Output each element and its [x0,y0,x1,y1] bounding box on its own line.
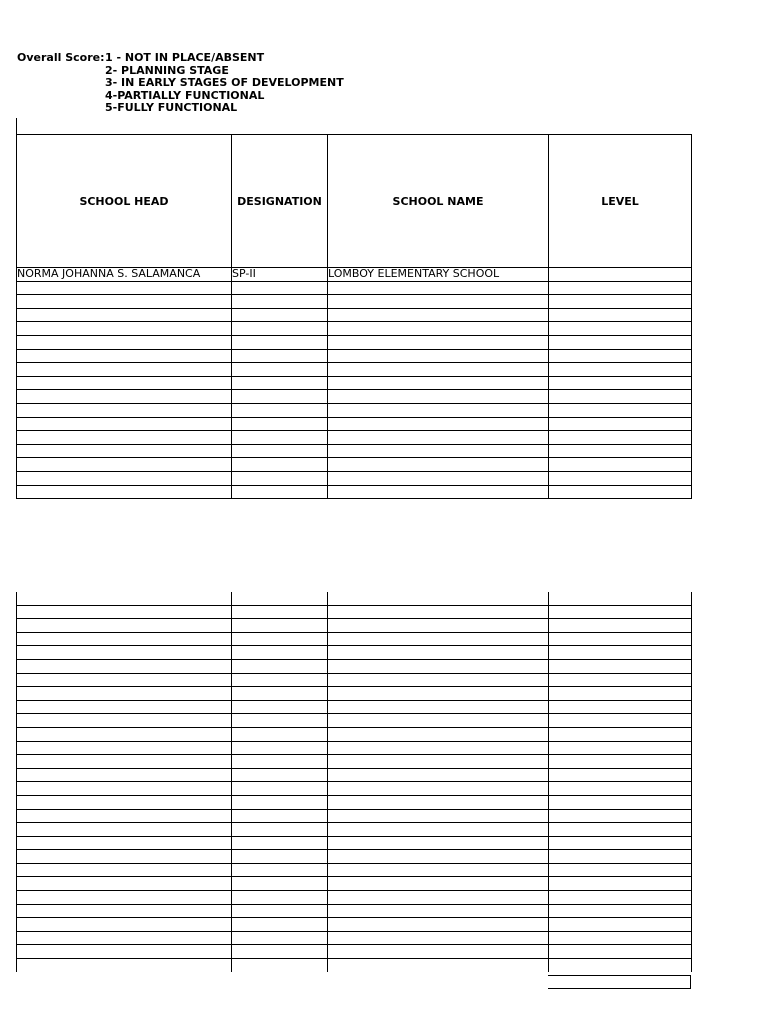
table-cell[interactable] [17,444,232,458]
table-cell[interactable] [549,458,692,472]
table-cell[interactable] [232,795,328,809]
table-row [17,471,692,485]
table-row [17,891,692,905]
table-cell[interactable] [17,904,232,918]
table-cell[interactable] [549,891,692,905]
table-row [17,673,692,687]
table-row [17,687,692,701]
table-cell[interactable] [328,741,549,755]
table-cell[interactable] [549,632,692,646]
table-row [17,619,692,633]
table-row [17,390,692,404]
table-cell[interactable] [232,458,328,472]
table-row [17,795,692,809]
table-cell[interactable] [232,877,328,891]
table-cell[interactable] [232,714,328,728]
table-cell[interactable] [328,755,549,769]
table-cell[interactable] [328,673,549,687]
table-row [17,959,692,972]
table-cell[interactable] [232,755,328,769]
cell-divider [16,118,17,135]
table-cell[interactable] [232,727,328,741]
table-cell[interactable] [328,431,549,445]
table-row [17,918,692,932]
table-cell[interactable] [549,335,692,349]
table-cell[interactable] [232,782,328,796]
table-row [17,727,692,741]
table-cell[interactable] [549,308,692,322]
table-cell[interactable] [17,659,232,673]
table-cell[interactable] [328,281,549,295]
table-cell[interactable] [328,403,549,417]
table-cell[interactable] [17,768,232,782]
table-cell[interactable] [549,836,692,850]
table-cell[interactable] [549,322,692,336]
continuation-table [16,592,692,972]
header-school-head: SCHOOL HEAD [17,135,232,268]
table-cell[interactable] [328,850,549,864]
table-cell[interactable] [17,485,232,499]
table-cell[interactable] [232,281,328,295]
table-cell[interactable] [232,431,328,445]
table-cell[interactable] [232,349,328,363]
table-cell[interactable] [17,673,232,687]
table-row [17,659,692,673]
table-cell[interactable] [328,335,549,349]
table-row [17,741,692,755]
table-cell[interactable] [328,376,549,390]
table-cell[interactable] [549,349,692,363]
table-row [17,444,692,458]
table-cell[interactable] [549,431,692,445]
legend-label: Overall Score: [17,51,105,64]
table-row [17,417,692,431]
legend-item-3: 3- IN EARLY STAGES OF DEVELOPMENT [105,76,344,90]
table-cell[interactable] [17,390,232,404]
table-cell[interactable] [17,741,232,755]
cell-level[interactable] [549,268,692,282]
table-cell[interactable] [17,417,232,431]
table-row [17,335,692,349]
table-cell[interactable] [17,592,232,605]
table-cell[interactable] [549,417,692,431]
table-cell[interactable] [328,863,549,877]
table-cell[interactable] [17,376,232,390]
table-cell[interactable] [17,945,232,959]
table-cell[interactable] [17,308,232,322]
table-cell[interactable] [17,877,232,891]
table-cell[interactable] [328,485,549,499]
table-cell[interactable] [17,850,232,864]
table-cell[interactable] [17,863,232,877]
table-cell[interactable] [232,376,328,390]
table-cell[interactable] [328,809,549,823]
table-row [17,863,692,877]
cell-school-name[interactable]: LOMBOY ELEMENTARY SCHOOL [328,268,549,282]
table-cell[interactable] [232,619,328,633]
table-row [17,485,692,499]
table-cell[interactable] [17,836,232,850]
table-row [17,782,692,796]
table-cell[interactable] [328,646,549,660]
table-cell[interactable] [232,390,328,404]
table-cell[interactable] [232,823,328,837]
table-cell[interactable] [328,959,549,972]
table-cell[interactable] [328,768,549,782]
table-cell[interactable] [549,673,692,687]
table-cell[interactable] [232,308,328,322]
table-row [17,268,692,282]
table-cell[interactable] [17,687,232,701]
table-cell[interactable] [328,727,549,741]
table-cell[interactable] [232,687,328,701]
table-row [17,768,692,782]
table-cell[interactable] [17,918,232,932]
table-row [17,700,692,714]
table-cell[interactable] [232,904,328,918]
table-cell[interactable] [328,632,549,646]
table-cell[interactable] [549,619,692,633]
table-row [17,592,692,605]
table-cell[interactable] [232,322,328,336]
table-cell[interactable] [549,390,692,404]
table-row [17,931,692,945]
table-cell[interactable] [232,863,328,877]
header-designation: DESIGNATION [232,135,328,268]
table-row [17,349,692,363]
cell-school-head[interactable]: NORMA JOHANNA S. SALAMANCA [17,268,232,282]
table-cell[interactable] [328,891,549,905]
table-row [17,431,692,445]
table-row [17,850,692,864]
table-cell[interactable] [549,403,692,417]
table-cell[interactable] [232,295,328,309]
table-cell[interactable] [328,714,549,728]
table-cell[interactable] [549,485,692,499]
table-row [17,945,692,959]
table-cell[interactable] [17,700,232,714]
table-cell[interactable] [328,931,549,945]
table-cell[interactable] [17,891,232,905]
table-cell[interactable] [232,485,328,499]
table-cell[interactable] [17,458,232,472]
table-cell[interactable] [232,918,328,932]
table-cell[interactable] [328,295,549,309]
table-row [17,295,692,309]
table-cell[interactable] [328,322,549,336]
table-cell[interactable] [328,458,549,472]
cell-divider [548,975,691,976]
table-cell[interactable] [232,444,328,458]
table-row [17,904,692,918]
cell-designation[interactable]: SP-II [232,268,328,282]
table-cell[interactable] [232,809,328,823]
table-cell[interactable] [549,646,692,660]
table-cell[interactable] [328,877,549,891]
table-cell[interactable] [549,959,692,972]
table-cell[interactable] [328,687,549,701]
legend-item-5: 5-FULLY FUNCTIONAL [105,101,238,115]
table-cell[interactable] [549,768,692,782]
table-cell[interactable] [549,931,692,945]
table-cell[interactable] [232,646,328,660]
table-cell[interactable] [549,659,692,673]
table-cell[interactable] [549,687,692,701]
table-cell[interactable] [549,945,692,959]
table-row [17,308,692,322]
table-cell[interactable] [232,417,328,431]
legend-row-5 [17,102,344,115]
table-row [17,823,692,837]
table-cell[interactable] [549,592,692,605]
table-cell[interactable] [549,727,692,741]
table-cell[interactable] [549,904,692,918]
table-cell[interactable] [232,850,328,864]
table-cell[interactable] [328,700,549,714]
table-row [17,877,692,891]
table-cell[interactable] [549,714,692,728]
table-cell[interactable] [232,605,328,619]
table-cell[interactable] [328,592,549,605]
legend-item-2: 2- PLANNING STAGE [105,63,229,77]
table-cell[interactable] [328,308,549,322]
legend-item-4: 4-PARTIALLY FUNCTIONAL [105,88,265,102]
table-cell[interactable] [549,281,692,295]
table-cell[interactable] [232,741,328,755]
table-cell[interactable] [549,782,692,796]
table-cell[interactable] [232,673,328,687]
school-heads-table [16,134,692,499]
table-cell[interactable] [328,823,549,837]
table-cell[interactable] [232,471,328,485]
table-cell[interactable] [549,863,692,877]
table-cell[interactable] [232,659,328,673]
table-cell[interactable] [549,376,692,390]
table-cell[interactable] [328,945,549,959]
table-cell[interactable] [328,904,549,918]
table-cell[interactable] [232,836,328,850]
table-cell[interactable] [328,349,549,363]
table-cell[interactable] [328,782,549,796]
table-row [17,376,692,390]
table-cell[interactable] [328,605,549,619]
table-row [17,836,692,850]
table-cell[interactable] [17,619,232,633]
table-cell[interactable] [232,768,328,782]
table-cell[interactable] [549,850,692,864]
table-cell[interactable] [549,700,692,714]
table-cell[interactable] [232,632,328,646]
table-cell[interactable] [549,809,692,823]
table-cell[interactable] [549,741,692,755]
table-row [17,281,692,295]
table-cell[interactable] [232,403,328,417]
table-cell[interactable] [549,755,692,769]
score-legend [17,52,344,115]
table-header-row [17,135,692,268]
table-cell[interactable] [17,931,232,945]
table-cell[interactable] [328,795,549,809]
table-cell[interactable] [328,390,549,404]
table-cell[interactable] [17,349,232,363]
table-cell[interactable] [17,755,232,769]
table-cell[interactable] [17,782,232,796]
table-cell[interactable] [17,431,232,445]
table-cell[interactable] [17,714,232,728]
table-cell[interactable] [17,795,232,809]
table-cell[interactable] [328,659,549,673]
table-cell[interactable] [549,471,692,485]
table-cell[interactable] [549,363,692,377]
table-cell[interactable] [17,727,232,741]
table-cell[interactable] [17,809,232,823]
table-row [17,322,692,336]
legend-item-1: 1 - NOT IN PLACE/ABSENT [105,51,265,64]
table-cell[interactable] [328,836,549,850]
table-cell[interactable] [17,363,232,377]
table-cell[interactable] [17,646,232,660]
table-cell[interactable] [328,444,549,458]
header-school-name: SCHOOL NAME [328,135,549,268]
cell-divider [548,988,691,989]
table-cell[interactable] [17,295,232,309]
table-cell[interactable] [17,823,232,837]
table-cell[interactable] [549,877,692,891]
table-row [17,403,692,417]
table-row [17,755,692,769]
table-cell[interactable] [328,471,549,485]
table-cell[interactable] [328,417,549,431]
table-row [17,632,692,646]
table-row [17,714,692,728]
table-cell[interactable] [549,795,692,809]
table-cell[interactable] [17,281,232,295]
table-cell[interactable] [17,403,232,417]
table-cell[interactable] [328,363,549,377]
table-cell[interactable] [17,322,232,336]
table-cell[interactable] [17,605,232,619]
table-cell[interactable] [232,592,328,605]
table-cell[interactable] [232,959,328,972]
table-row [17,809,692,823]
table-row [17,458,692,472]
table-cell[interactable] [232,891,328,905]
table-cell[interactable] [17,471,232,485]
table-cell[interactable] [549,823,692,837]
table-cell[interactable] [232,363,328,377]
table-cell[interactable] [17,959,232,972]
table-cell[interactable] [549,444,692,458]
table-row [17,363,692,377]
table-cell[interactable] [17,632,232,646]
table-row [17,605,692,619]
table-cell[interactable] [549,605,692,619]
table-cell[interactable] [549,918,692,932]
table-cell[interactable] [17,335,232,349]
table-cell[interactable] [232,700,328,714]
table-cell[interactable] [232,335,328,349]
table-cell[interactable] [232,945,328,959]
table-row [17,646,692,660]
table-cell[interactable] [232,931,328,945]
table-cell[interactable] [328,619,549,633]
table-cell[interactable] [549,295,692,309]
table-cell[interactable] [328,918,549,932]
cell-divider [690,975,691,989]
header-level: LEVEL [549,135,692,268]
